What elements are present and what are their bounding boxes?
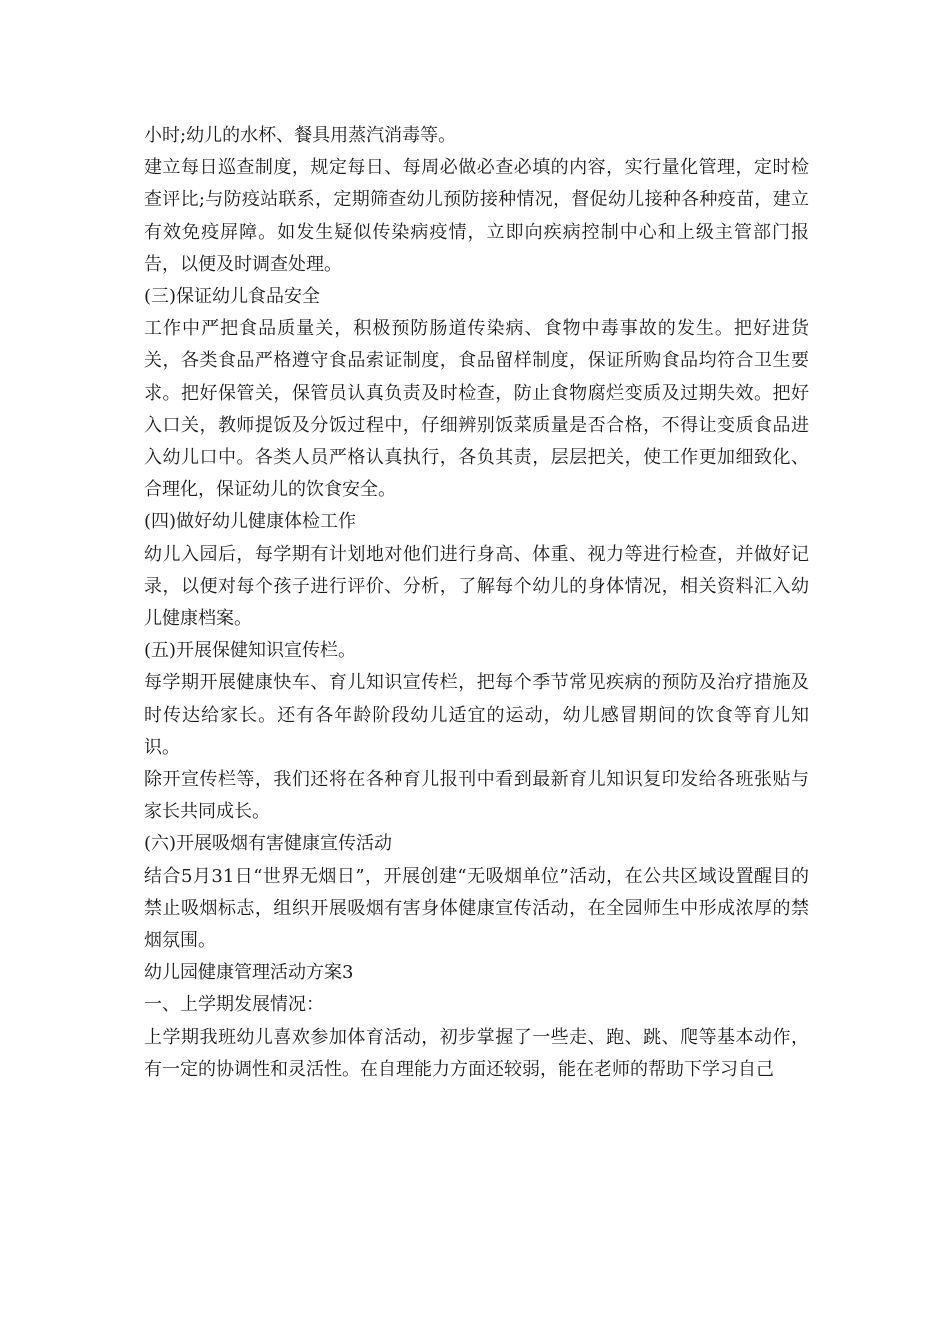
paragraph: 幼儿入园后，每学期有计划地对他们进行身高、体重、视力等进行检查，并做好记录，以便对每个孩子进行评价、分析，了解每个幼儿的身体情况，相关资料汇入幼儿健康档案。	[144, 543, 809, 630]
paragraph: 工作中严把食品质量关，积极预防肠道传染病、食物中毒事故的发生。把好进货关，各类食品严格遵守食品索证制度，食品留样制度，保证所购食品均符合卫生要求。把好保管关，保管员认真负责及时检查，防止食物腐烂变质及过期失效。把好入口关，教师提饭及分饭过程中，仔细辨别饭菜质量是否合格，不得让变质食品进入幼儿口中。各类人员严格认真执行，各负其责，层层把关，使工作更加细致化、合理化，保证幼儿的饮食安全。	[144, 318, 809, 501]
paragraph: 小时;幼儿的水杯、餐具用蒸汽消毒等。	[144, 125, 457, 146]
document-title: 幼儿园健康管理活动方案3	[144, 962, 354, 984]
paragraph: 除开宣传栏等，我们还将在各种育儿报刊中看到最新育儿知识复印发给各班张贴与家长共同成长。	[144, 769, 809, 823]
section-heading: (五)开展保健知识宣传栏。	[144, 640, 357, 662]
paragraph: 建立每日巡查制度，规定每日、每周必做必查必填的内容，实行量化管理，定时检查评比;与防疫站联系，定期筛查幼儿预防接种情况，督促幼儿接种各种疫苗，建立有效免疫屏障。如发生疑似传染病疫情，立即向疾病控制中心和上级主管部门报告，以便及时调查处理。	[144, 157, 809, 275]
paragraph: 结合5月31日“世界无烟日”，开展创建“无吸烟单位”活动，在公共区域设置醒目的禁止吸烟标志，组织开展吸烟有害身体健康宣传活动，在全园师生中形成浓厚的禁烟氛围。	[144, 865, 809, 952]
section-heading: (四)做好幼儿健康体检工作	[144, 511, 357, 533]
paragraph: 上学期我班幼儿喜欢参加体育活动，初步掌握了一些走、跑、跳、爬等基本动作，有一定的协调性和灵活性。在自理能力方面还较弱，能在老师的帮助下学习自己	[144, 1026, 809, 1080]
section-heading: 一、上学期发展情况：	[144, 994, 324, 1016]
paragraph: 每学期开展健康快车、育儿知识宣传栏，把每个季节常见疾病的预防及治疗措施及时传达给家长。还有各年龄阶段幼儿适宜的运动，幼儿感冒期间的饮食等育儿知识。	[144, 672, 809, 758]
document-body	[144, 120, 809, 1086]
section-heading: (三)保证幼儿食品安全	[144, 286, 321, 308]
section-heading: (六)开展吸烟有害健康宣传活动	[144, 833, 393, 855]
